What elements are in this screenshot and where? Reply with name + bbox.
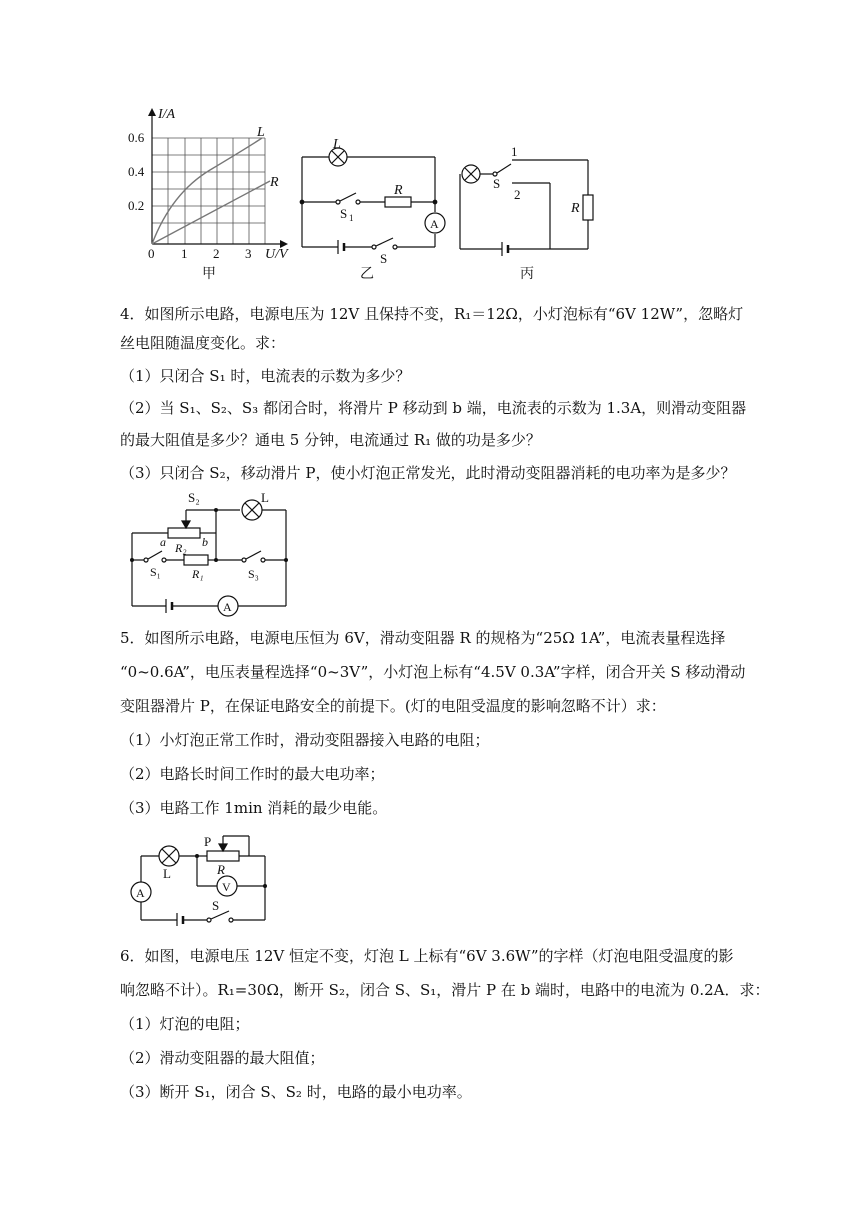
q5-p-label: P <box>204 834 212 849</box>
q6-line3: （1）灯泡的电阻； <box>120 1015 250 1033</box>
yi-resistor-label: R <box>394 183 403 198</box>
q4-s3-label: S₃ <box>248 567 259 581</box>
q4-line4: （2）当 S₁、S₂、S₃ 都闭合时，将滑片 P 移动到 b 端，电流表的示数为 1.3A，则滑动变阻器 <box>120 399 747 417</box>
q5-circuit <box>125 826 285 926</box>
x-axis-label: U/V <box>265 247 288 262</box>
caption-yi: 乙 <box>360 267 374 282</box>
q5-r-label: R <box>217 862 225 877</box>
x-tick: 2 <box>213 246 220 261</box>
q4-lamp-label: L <box>261 490 269 505</box>
q4-line1: 4．如图所示电路，电源电压为 12V 且保持不变，R₁＝12Ω，小灯泡标有“6V 12W”，忽略灯 <box>120 305 744 323</box>
bing-contact1: 1 <box>511 144 518 159</box>
q4-line5: 的最大阻值是多少？通电 5 分钟，电流通过 R₁ 做的功是多少？ <box>120 431 541 449</box>
q5-voltmeter-label: V <box>222 880 231 894</box>
yi-s1-sub: 1 <box>349 213 354 223</box>
y-tick: 0.2 <box>128 198 145 213</box>
q5-line3: 变阻器滑片 P，在保证电路安全的前提下。(灯的电阻受温度的影响忽略不计）求： <box>120 697 666 715</box>
q5-line5: （2）电路长时间工作时的最大电功率； <box>120 765 385 783</box>
y-axis-label: I/A <box>158 107 176 122</box>
q4-s1-label: S₁ <box>150 565 161 579</box>
q5-line6: （3）电路工作 1min 消耗的最少电能。 <box>120 799 388 817</box>
q5-line1: 5．如图所示电路，电源电压恒为 6V，滑动变阻器 R 的规格为“25Ω 1A”，电流表量程选择 <box>120 629 726 647</box>
q4-a-label: a <box>160 535 166 549</box>
q4-b-label: b <box>202 535 208 549</box>
q5-switch-label: S <box>212 898 220 913</box>
q4-r2-label: R₂ <box>175 541 187 555</box>
yi-s-label: S <box>380 251 388 266</box>
x-tick: 3 <box>245 246 252 261</box>
q6-line1: 6．如图，电源电压 12V 恒定不变，灯泡 L 上标有“6V 3.6W”的字样（灯泡电阻受温度的影 <box>120 947 734 965</box>
q4-line6: （3）只闭合 S₂，移动滑片 P，使小灯泡正常发光，此时滑动变阻器消耗的电功率为是多少？ <box>120 464 736 482</box>
bing-contact2: 2 <box>514 187 521 202</box>
q4-circuit <box>120 488 300 618</box>
bing-switch-label: S <box>493 176 501 191</box>
q4-s2-label: S₂ <box>188 490 200 505</box>
y-tick: 0.4 <box>128 164 145 179</box>
curve-r-label: R <box>270 175 279 190</box>
q5-ammeter-label: A <box>136 886 145 900</box>
y-tick: 0.6 <box>128 130 145 145</box>
x-tick: 1 <box>181 246 188 261</box>
yi-lamp-label: L <box>333 137 341 152</box>
q6-line5: （3）断开 S₁，闭合 S、S₂ 时，电路的最小电功率。 <box>120 1083 472 1101</box>
yi-s1-label: S <box>340 206 348 221</box>
q5-line4: （1）小灯泡正常工作时，滑动变阻器接入电路的电阻； <box>120 731 490 749</box>
bing-resistor-label: R <box>571 201 580 216</box>
q5-lamp-label: L <box>163 866 171 881</box>
iu-graph <box>128 100 289 282</box>
x-tick: 0 <box>148 246 155 261</box>
q4-ammeter-label: A <box>223 600 232 614</box>
caption-bing: 丙 <box>520 267 534 282</box>
caption-jia: 甲 <box>202 267 216 282</box>
yi-ammeter-label: A <box>430 217 439 231</box>
circuit-yi <box>300 148 445 254</box>
curve-l-label: L <box>257 125 265 140</box>
line-r <box>152 181 270 244</box>
q4-r1-label: R₁ <box>192 567 204 581</box>
curve-l <box>152 138 262 244</box>
q4-line2: 丝电阻随温度变化。求： <box>120 334 286 352</box>
q4-line3: （1）只闭合 S₁ 时，电流表的示数为多少？ <box>120 367 411 385</box>
q6-line4: （2）滑动变阻器的最大阻值； <box>120 1049 325 1067</box>
q5-line2: “0~0.6A”，电压表量程选择“0~3V”，小灯泡上标有“4.5V 0.3A”字样，闭合开关 S 移动滑动 <box>120 663 746 681</box>
figure-top <box>110 100 610 285</box>
q6-line2: 响忽略不计）。R₁=30Ω，断开 S₂，闭合 S、S₁，滑片 P 在 b 端时，电路中的电流为 0.2A．求： <box>120 981 770 999</box>
